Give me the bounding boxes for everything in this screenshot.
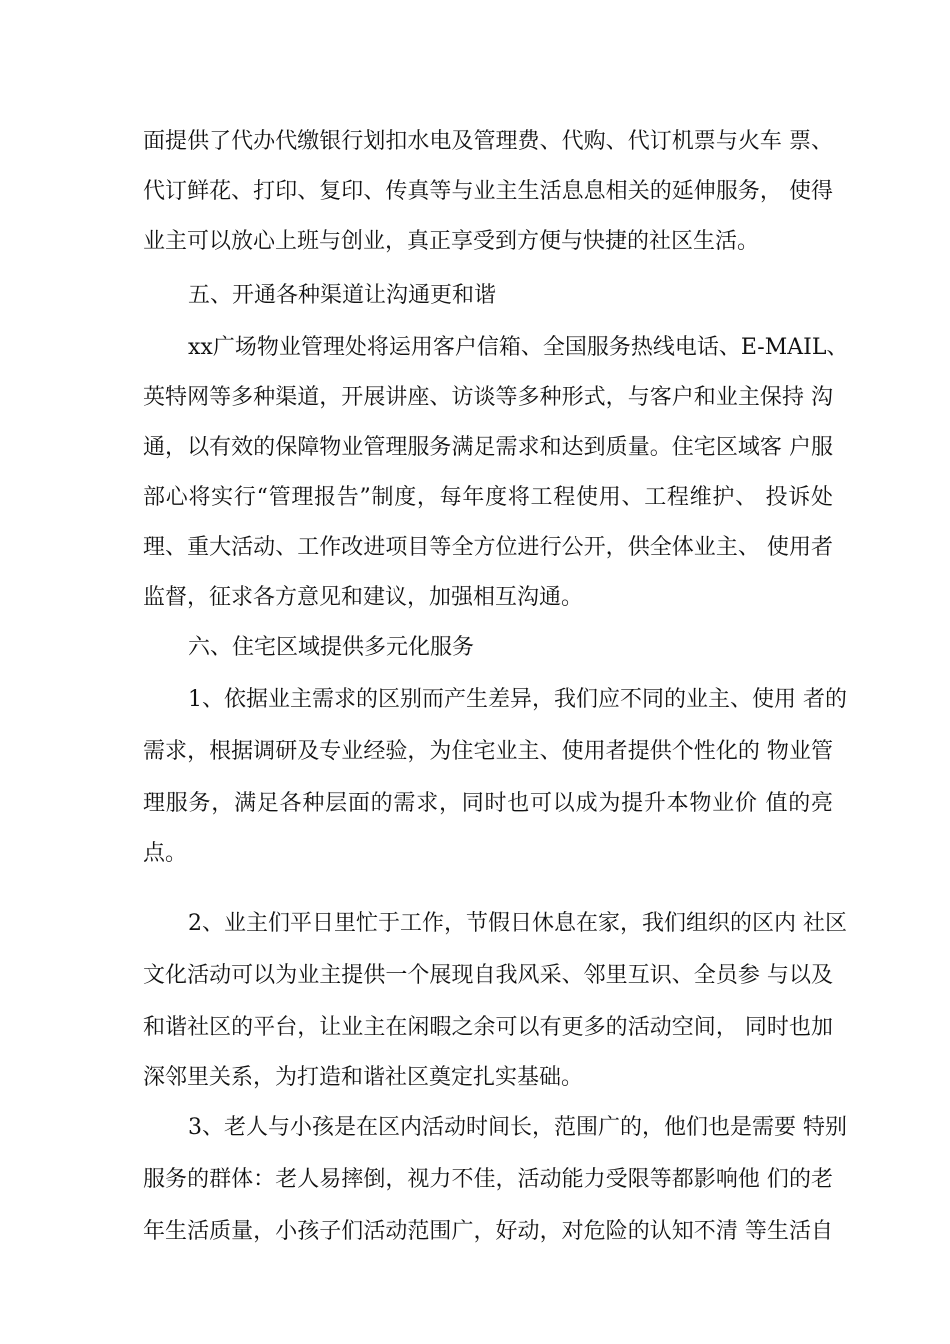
paragraph-line: 需求，根据调研及专业经验，为住宅业主、使用者提供个性化的 物业管 [143, 739, 833, 764]
paragraph-line: 年生活质量，小孩子们活动范围广，好动，对危险的认知不清 等生活自 [143, 1219, 833, 1244]
paragraph-line: 文化活动可以为业主提供一个展现自我风采、邻里互识、全员参 与以及 [143, 963, 833, 988]
paragraph-line: 深邻里关系，为打造和谐社区奠定扎实基础。 [143, 1065, 584, 1090]
paragraph-line: 点。 [143, 841, 188, 866]
paragraph-line: 理、重大活动、工作改进项目等全方位进行公开，供全体业主、 使用者 [143, 535, 833, 560]
paragraph-line: 1、依据业主需求的区别而产生差异，我们应不同的业主、使用 者的 [188, 687, 847, 712]
section-heading-5: 五、开通各种渠道让沟通更和谐 [188, 283, 497, 308]
paragraph-line: 监督，征求各方意见和建议，加强相互沟通。 [143, 585, 584, 610]
paragraph-line: 面提供了代办代缴银行划扣水电及管理费、代购、代订机票与火车 票、 [143, 129, 833, 154]
paragraph-line: 通，以有效的保障物业管理服务满足需求和达到质量。住宅区域客 户服 [143, 435, 833, 460]
paragraph-line: 3、老人与小孩是在区内活动时间长，范围广的，他们也是需要 特别 [188, 1115, 847, 1140]
paragraph-line: 代订鲜花、打印、复印、传真等与业主生活息息相关的延伸服务， 使得 [143, 179, 833, 204]
section-heading-6: 六、住宅区域提供多元化服务 [188, 635, 475, 660]
paragraph-line: 2、业主们平日里忙于工作，节假日休息在家，我们组织的区内 社区 [188, 911, 847, 936]
paragraph-line: 英特网等多种渠道，开展讲座、访谈等多种形式，与客户和业主保持 沟 [143, 385, 833, 410]
paragraph-line: 理服务，满足各种层面的需求，同时也可以成为提升本物业价 值的亮 [143, 791, 833, 816]
paragraph-line: 业主可以放心上班与创业，真正享受到方便与快捷的社区生活。 [143, 229, 760, 254]
paragraph-line: xx广场物业管理处将运用客户信箱、全国服务热线电话、E-MAIL、 [188, 335, 849, 360]
paragraph-line: 服务的群体：老人易摔倒，视力不佳，活动能力受限等都影响他 们的老 [143, 1167, 833, 1192]
paragraph-line: 部心将实行“管理报告”制度，每年度将工程使用、工程维护、 投诉处 [143, 485, 833, 510]
paragraph-line: 和谐社区的平台，让业主在闲暇之余可以有更多的活动空间， 同时也加 [143, 1015, 833, 1040]
